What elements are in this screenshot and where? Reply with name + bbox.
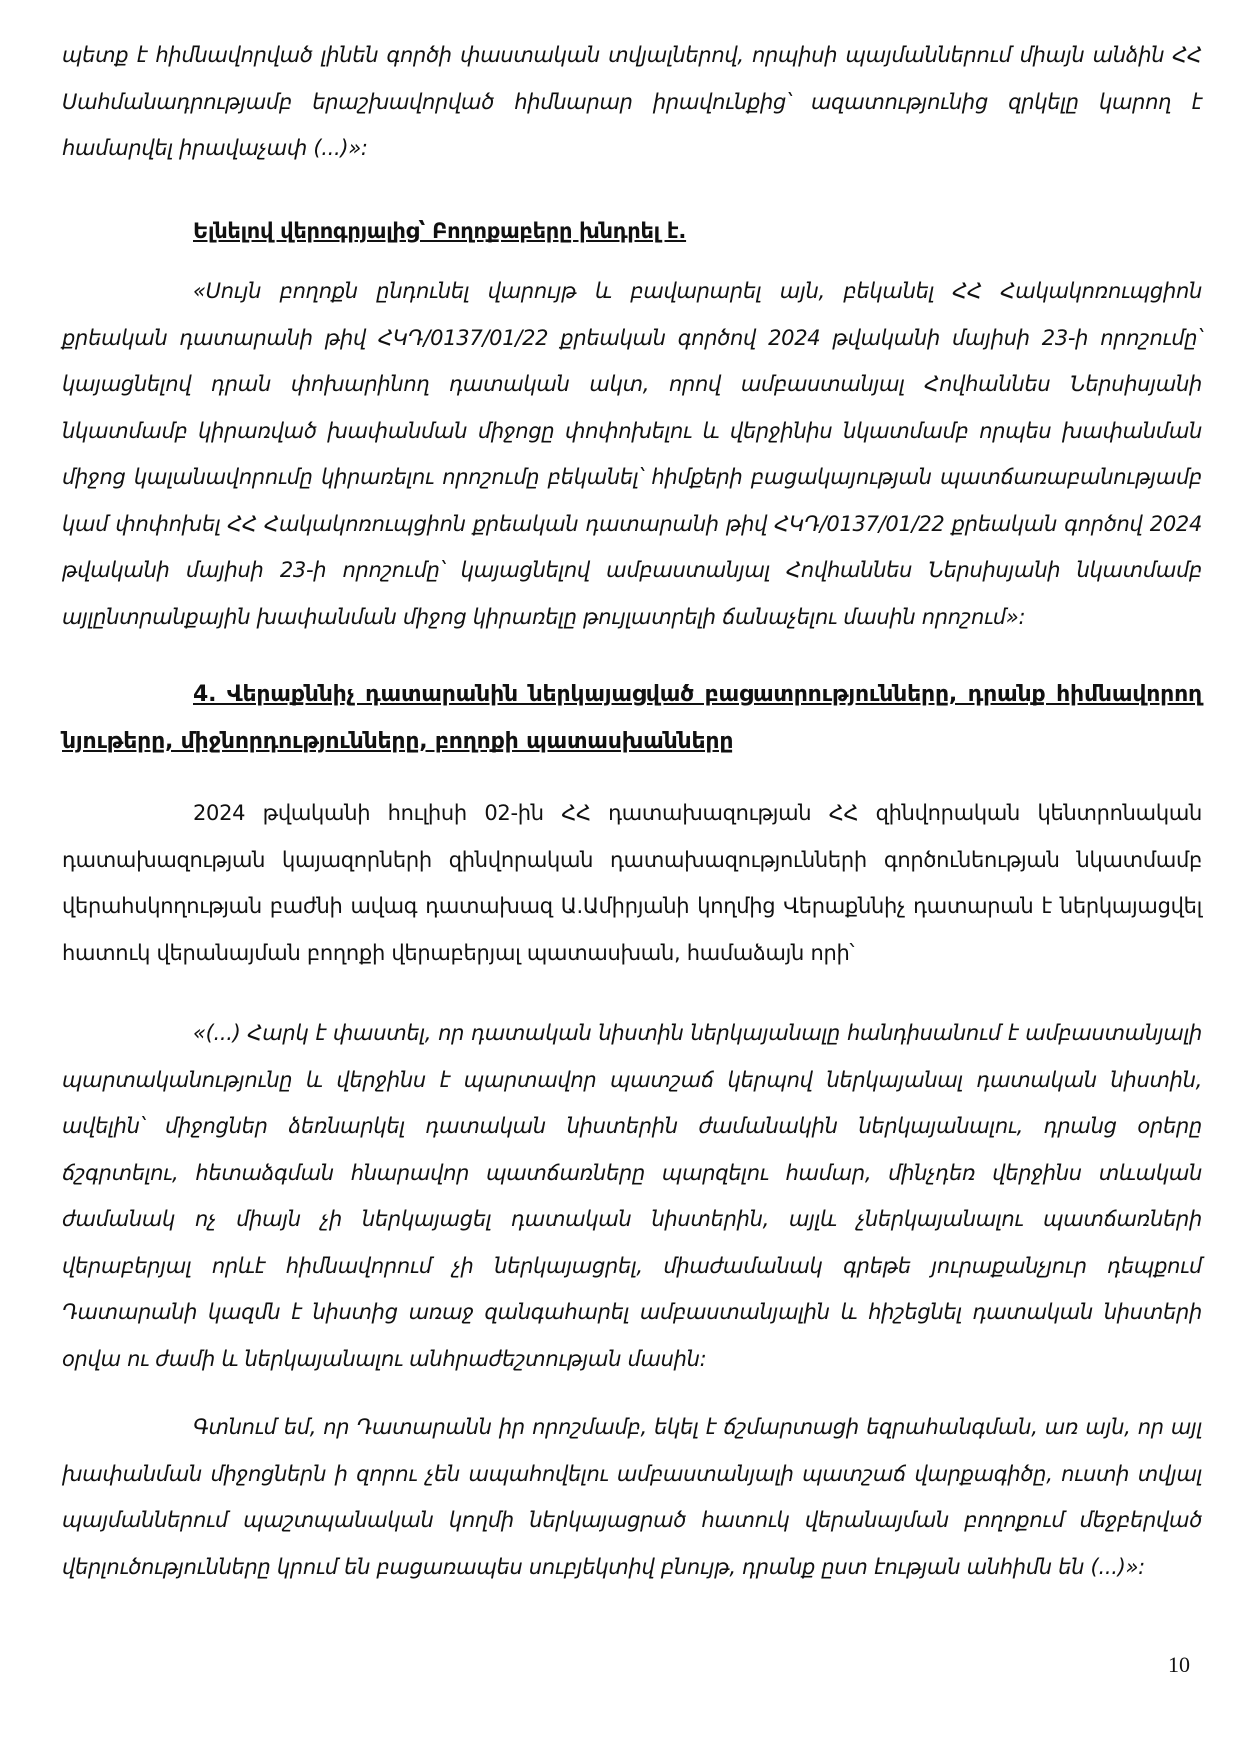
paragraph-response-quote: «(...) Հարկ է փաստել, որ դատական նիստին ներկայանալը հանդիսանում է ամբաստանյալի պարտականությունը և վերջինս է պարտավոր պատշաճ կերպով ներկայանալ դատական նիստին, ավելին՝ միջոցներ ձեռնարկել դատական նիստերին ժամանակին ներկայանալու, դրանց օրերը ճշգրտելու, հետաձգման հնարավոր պատճառները պարզելու համար, մինչդեռ վերջինս տևական ժամանակ ոչ միայն չի ներկայացել դատական նիստերին, այլև չներկայանալու պատճառների վերաբերյալ որևէ հիմնավորում չի ներկայացրել, միաժամանակ գրեթե յուրաքանչյուր դեպքում Դատարանի կազմն է նիստից առաջ զանգահարել ամբաստանյալին և հիշեցնել դատական նիստերի օրվա ու ժամի և ներկայանալու անհրաժեշտության մասին: xyxy=(62,1021,1202,1371)
paragraph-prosecutor-response: 2024 թվականի հուլիսի 02-ին ՀՀ դատախազության ՀՀ զինվորական կենտրոնական դատախազության կայազորների զինվորական դատախազությունների գործունեության նկատմամբ վերահսկողության բաժնի ավագ դատախազ Ա.Ամիրյանի կողմից Վերաքննիչ դատարան է ներկայացվել հատուկ վերանայման բողոքի վերաբերյալ պատասխան, համաձայն որի՝ xyxy=(62,801,1202,965)
section-heading: 4. Վերաքննիչ դատարանին ներկայացված բացատրությունները, դրանք հիմնավորող նյութերը, միջնորդությունները, բողոքի պատասխանները xyxy=(62,682,1202,754)
paragraph-request: «Սույն բողոքն ընդունել վարույթ և բավարարել այն, բեկանել ՀՀ Հակակոռուպցիոն քրեական դատարանի թիվ ՀԿԴ/0137/01/22 քրեական գործով 2024 թվականի մայիսի 23-ի որոշումը՝ կայացնելով դրան փոխարինող դատական ակտ, որով ամբաստանյալ Հովհաննես Ներսիսյանի նկատմամբ կիրառված խափանման միջոցը փոփոխելու և վերջինիս նկատմամբ որպես խափանման միջոց կալանավորումը կիրառելու որոշումը բեկանել՝ հիմքերի բացակայության պատճառաբանությամբ կամ փոփոխել ՀՀ Հակակոռուպցիոն քրեական դատարանի թիվ ՀԿԴ/0137/01/22 քրեական գործով 2024 թվականի մայիսի 23-ի որոշումը՝ կայացնելով ամբաստանյալ Հովհաննես Ներսիսյանի նկատմամբ այլընտրանքային խափանման միջոց կիրառելը թույլատրելի ճանաչելու մասին որոշում»: xyxy=(62,279,1202,629)
paragraph-response-conclusion: Գտնում եմ, որ Դատարանն իր որոշմամբ, եկել է ճշմարտացի եզրահանգման, առ այն, որ այլ խափանման միջոցներն ի զորու չեն ապահովելու ամբաստանյալի պատշաճ վարքագիծը, ուստի տվյալ պայմաններում պաշտպանական կողմի ներկայացրած հատուկ վերանայման բողոքում մեջբերված վերլուծությունները կրում են բացառապես սուբյեկտիվ բնույթ, դրանք ըստ էության անհիմն են (...)»: xyxy=(62,1415,1202,1579)
request-heading: Ելնելով վերոգրյալից՝ Բողոքաբերը խնդրել է. xyxy=(193,219,687,243)
paragraph-quote-end: պետք է հիմնավորված լինեն գործի փաստական տվյալներով, որպիսի պայմաններում միայն անձին ՀՀ Սահմանադրությամբ երաշխավորված հիմնարար իրավունքից՝ ազատությունից զրկելը կարող է համարվել իրավաչափ (...)»: xyxy=(62,43,1202,160)
page-number: 10 xyxy=(1168,1652,1190,1677)
